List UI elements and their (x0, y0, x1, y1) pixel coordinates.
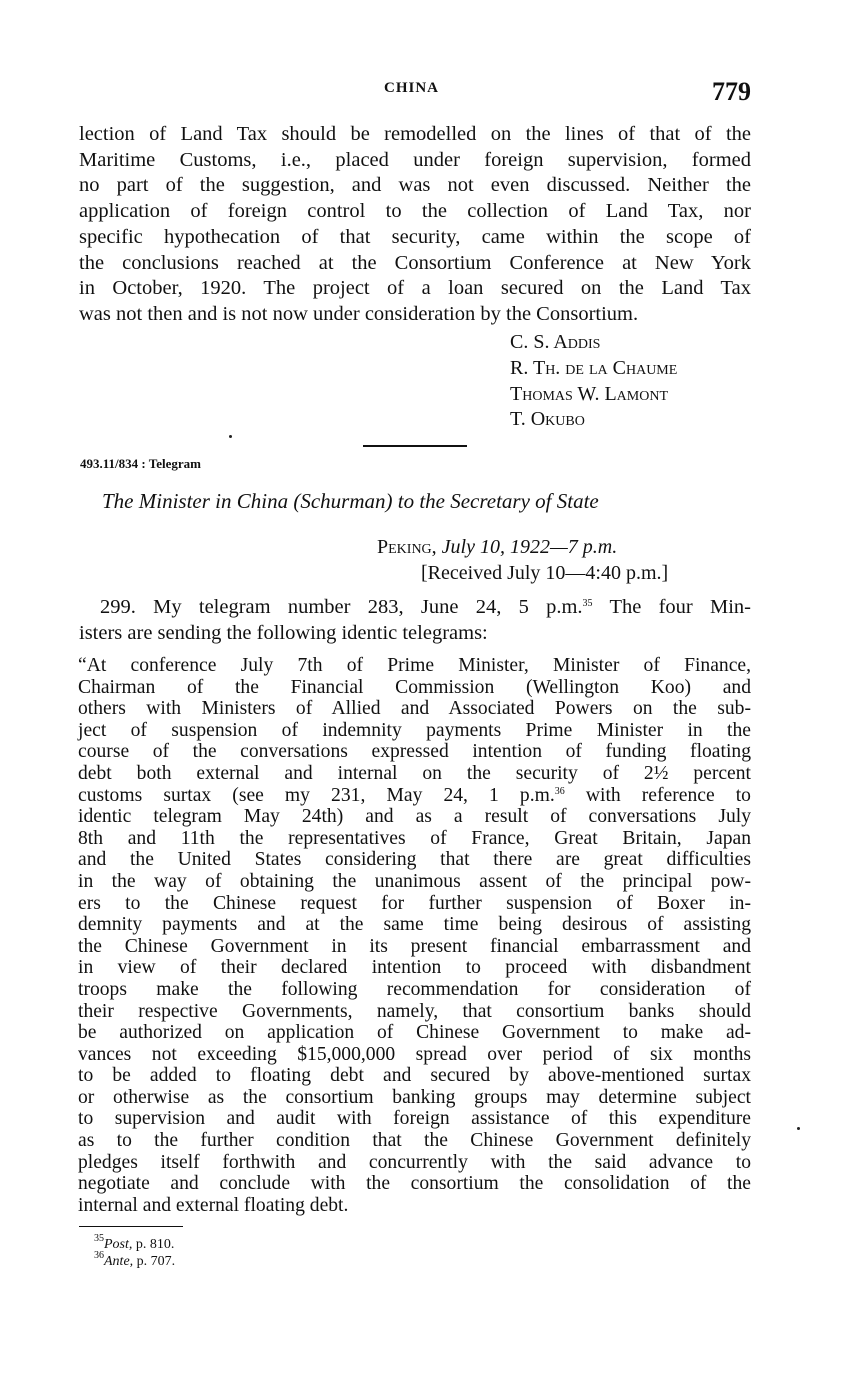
text-line: ject of suspension of indemnity payments Prime Minister in the (78, 719, 751, 741)
text-line (78, 785, 751, 807)
text-line: “At conference July 7th of Prime Minister, Minister of Finance, (78, 655, 751, 676)
received-line: [Received July 10—4:40 p.m.] (421, 562, 669, 584)
text-line: ers to the Chinese request for further suspension of Boxer in- (78, 892, 751, 914)
footnote-number: 36 (94, 1250, 104, 1261)
section-divider (363, 445, 467, 447)
text-line: 8th and 11th the representatives of France, Great Britain, Japan (78, 827, 751, 849)
footnote-divider (79, 1226, 183, 1227)
signatory: T. Okubo (510, 408, 585, 431)
footnotes (94, 1233, 176, 1270)
telegram-paragraph (79, 595, 751, 646)
text-segment: customs surtax (see my 231, May 24, 1 p.m. (78, 784, 555, 806)
page-number: 779 (712, 77, 751, 106)
footnote (94, 1233, 175, 1253)
text-line: in view of their declared intention to proceed with disbandment (78, 957, 751, 979)
text-line (79, 595, 751, 621)
dateline-place: Peking, (377, 536, 437, 558)
signature-block (510, 330, 677, 433)
text-line: was not then and is not now under consideration by the Consortium. (79, 302, 639, 325)
footnote-ref: 35 (582, 598, 593, 609)
text-line: troops make the following recommendation for consideration of (78, 978, 751, 1000)
text-line: and the United States considering that there are great difficulties (78, 849, 751, 871)
text-line: the conclusions reached at the Consortium Conference at New York (79, 251, 751, 274)
text-line: be authorized on application of Chinese Government to make ad- (78, 1022, 751, 1044)
text-line: in the way of obtaining the unanimous assent of the principal pow- (78, 870, 751, 892)
text-line: course of the conversations expressed intention of funding floating (78, 741, 751, 763)
text-segment: The four Min- (592, 596, 751, 618)
running-title: CHINA (384, 80, 440, 96)
text-line: debt both external and internal on the security of 2½ percent (78, 762, 751, 784)
footnote-page: p. 810. (132, 1237, 175, 1252)
text-line: their respective Governments, namely, that consortium banks should (78, 1000, 751, 1022)
footnote-page: p. 707. (133, 1254, 176, 1269)
footnote-number: 35 (94, 1233, 104, 1244)
text-line: specific hypothecation of that security, came within the scope of (79, 225, 751, 248)
text-line: application of foreign control to the collection of Land Tax, nor (79, 200, 751, 223)
text-line: vances not exceeding $15,000,000 spread over period of six months (78, 1043, 751, 1065)
stray-mark (797, 1127, 800, 1130)
footnote (94, 1250, 176, 1270)
footnote-ref-text: Post, (104, 1237, 133, 1252)
signatory: C. S. Addis (510, 331, 601, 353)
text-line: lection of Land Tax should be remodelled on the lines of that of the (79, 123, 751, 145)
text-line: no part of the suggestion, and was not even discussed. Neither the (79, 174, 751, 197)
footnote-ref: 36 (554, 785, 565, 797)
signatory: R. Th. de la Chaume (510, 356, 678, 379)
text-line: in October, 1920. The project of a loan secured on the Land Tax (79, 277, 751, 300)
text-line: to be added to floating debt and secured by above-mentioned surtax (78, 1065, 751, 1087)
dateline (377, 536, 617, 559)
file-reference: 493.11/834 : Telegram (80, 456, 201, 471)
text-line: demnity payments and at the same time being desirous of assisting (78, 914, 751, 936)
document-heading: The Minister in China (Schurman) to the Secretary of State (102, 489, 599, 513)
text-line: as to the further condition that the Chinese Government definitely (78, 1130, 751, 1152)
text-line: isters are sending the following identic telegrams: (79, 621, 488, 644)
quoted-telegram (78, 655, 751, 1216)
text-line: Maritime Customs, i.e., placed under foreign supervision, formed (79, 148, 751, 171)
footnote-ref-text: Ante, (104, 1254, 134, 1269)
continuation-paragraph (79, 122, 751, 328)
text-line: others with Ministers of Allied and Associated Powers on the sub- (78, 698, 751, 720)
text-line: identic telegram May 24th) and as a result of conversations July (78, 806, 751, 828)
text-line: Chairman of the Financial Commission (Wellington Koo) and (78, 676, 751, 698)
stray-mark (229, 435, 232, 438)
text-line: the Chinese Government in its present financial embarrassment and (78, 935, 751, 957)
text-line: pledges itself forthwith and concurrently with the said advance to (78, 1151, 751, 1173)
text-segment: 299. My telegram number 283, June 24, 5 p.m. (100, 596, 583, 618)
signatory: Thomas W. Lamont (510, 382, 669, 405)
text-segment: with reference to (564, 784, 751, 806)
text-line: negotiate and conclude with the consortium the consolidation of the (78, 1173, 751, 1195)
dateline-date: July 10, 1922—7 p.m. (441, 536, 618, 558)
text-line: internal and external floating debt. (78, 1194, 349, 1216)
text-line: or otherwise as the consortium banking groups may determine subject (78, 1086, 751, 1108)
text-line: to supervision and audit with foreign assistance of this expenditure (78, 1108, 751, 1130)
